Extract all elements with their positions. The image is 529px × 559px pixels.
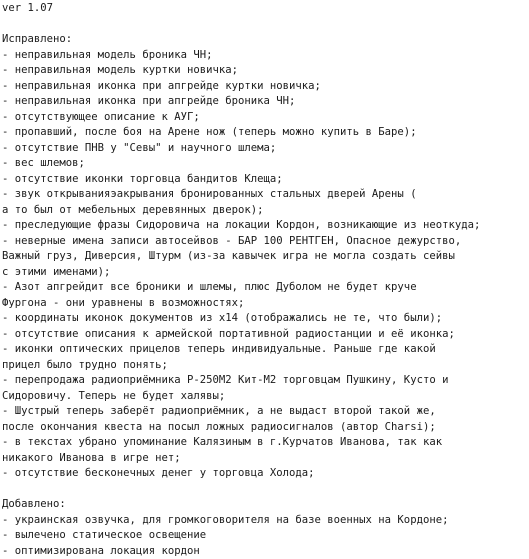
fixed-line: а то был от мебельных деревянных дверок); <box>2 203 527 219</box>
fixed-line: - отсутствующее описание к АУГ; <box>2 110 527 126</box>
added-line: - украинская озвучка, для громкоговорителя на базе военных на Кордоне; <box>2 513 527 529</box>
fixed-line: - отсутствие бесконечных денег у торговца Холода; <box>2 466 527 482</box>
fixed-line: с этими именами); <box>2 265 527 281</box>
fixed-line: - Азот апгрейдит все броники и шлемы, плюс Дуболом не будет круче <box>2 280 527 296</box>
fixed-heading: Исправлено: <box>2 32 527 48</box>
added-line: - вылечено статическое освещение <box>2 528 527 544</box>
fixed-line: - преследующие фразы Сидоровича на локации Кордон, возникающие из неоткуда; <box>2 218 527 234</box>
fixed-line: - неправильная иконка при апгрейде броника ЧН; <box>2 94 527 110</box>
changelog-document <box>2 1 527 559</box>
added-line: - оптимизирована локация кордон <box>2 544 527 559</box>
fixed-line: - неправильная иконка при апгрейде куртки новичка; <box>2 79 527 95</box>
fixed-line: - неправильная модель куртки новичка; <box>2 63 527 79</box>
fixed-line: - перепродажа радиоприёмника Р-250М2 Кит-М2 торговцам Пушкину, Кусто и <box>2 373 527 389</box>
spacer <box>2 17 527 33</box>
fixed-line: - неправильная модель броника ЧН; <box>2 48 527 64</box>
fixed-line: Сидоровичу. Теперь не будет халявы; <box>2 389 527 405</box>
fixed-line: Фургона - они уравнены в возможностях; <box>2 296 527 312</box>
added-list <box>2 513 527 559</box>
fixed-line: - звук открыванияэакрывания бронированных стальных дверей Арены ( <box>2 187 527 203</box>
fixed-line: - отсутствие иконки торговца бандитов Клеща; <box>2 172 527 188</box>
fixed-line: - Шустрый теперь заберёт радиоприёмник, а не выдаст второй такой же, <box>2 404 527 420</box>
fixed-line: - иконки оптических прицелов теперь индивидуальные. Раньше где какой <box>2 342 527 358</box>
fixed-list <box>2 48 527 482</box>
fixed-line: - отсутствие описания к армейской портативной радиостанции и её иконка; <box>2 327 527 343</box>
fixed-line: - вес шлемов; <box>2 156 527 172</box>
fixed-line: - неверные имена записи автосейвов - БАР 100 РЕНТГЕН, Опасное дежурство, <box>2 234 527 250</box>
fixed-line: прицел было трудно понять; <box>2 358 527 374</box>
fixed-line: после окончания квеста на посыл ложных радиосигналов (автор Charsi); <box>2 420 527 436</box>
spacer <box>2 482 527 498</box>
added-heading: Добавлено: <box>2 497 527 513</box>
fixed-line: никакого Иванова в игре нет; <box>2 451 527 467</box>
fixed-line: - координаты иконок документов из х14 (отображались не те, что были); <box>2 311 527 327</box>
version-label: ver 1.07 <box>2 1 527 17</box>
fixed-line: Важный груз, Диверсия, Штурм (из-за кавычек игра не могла создать сейвы <box>2 249 527 265</box>
fixed-line: - отсутствие ПНВ у "Севы" и научного шлема; <box>2 141 527 157</box>
fixed-line: - пропавший, после боя на Арене нож (теперь можно купить в Баре); <box>2 125 527 141</box>
fixed-line: - в текстах убрано упоминание Калязиным в г.Курчатов Иванова, так как <box>2 435 527 451</box>
